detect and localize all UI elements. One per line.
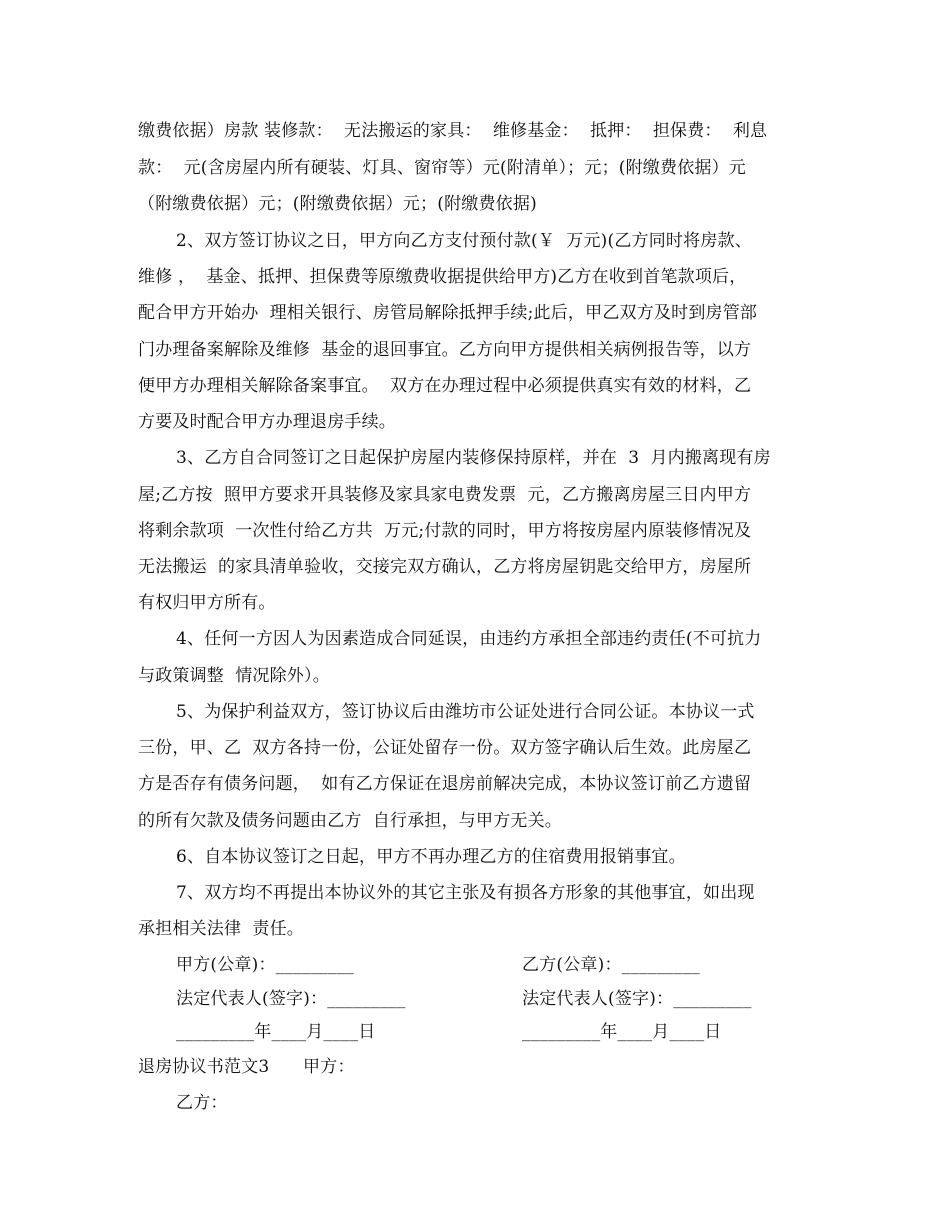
para7-line-1: 7、双方均不再提出本协议外的其它主张及有损各方形象的其他事宜，如出现 (176, 883, 755, 903)
para2-line-5: 便甲方办理相关解除备案事宜。 双方在办理过程中必须提供真实有效的材料，乙 (138, 376, 752, 396)
next-section-party-b: 乙方： (176, 1093, 228, 1113)
party-a-representative: 法定代表人(签字)：_________ (176, 989, 406, 1009)
para5-line-2: 三份，甲、乙 双方各持一份，公证处留存一份。双方签字确认后生效。此房屋乙 (138, 738, 752, 758)
para3-line-2: 屋;乙方按 照甲方要求开具装修及家具家电费发票 元，乙方搬离房屋三日内甲方 (138, 485, 752, 505)
para3-line-5: 有权归甲方所有。 (138, 593, 276, 613)
para2-line-1: 2、双方签订协议之日，甲方向乙方支付预付款(￥ 万元)(乙方同时将房款、 (176, 231, 752, 251)
next-section-title: 退房协议书范文3 甲方： (138, 1057, 355, 1077)
para5-line-3: 方是否存有债务问题， 如有乙方保证在退房前解决完成，本协议签订前乙方遗留 (138, 774, 752, 794)
para4-line-1: 4、任何一方因人为因素造成合同延误，由违约方承担全部违约责任(不可抗力 (176, 629, 762, 649)
party-a-seal: 甲方(公章)：_________ (176, 955, 354, 975)
para2-line-2: 维修 ， 基金、抵押、担保费等原缴费收据提供给甲方)乙方在收到首笔款项后， (138, 267, 747, 287)
para3-line-3: 将剩余款项 一次性付给乙方共 万元;付款的同时，甲方将按房屋内原装修情况及 (138, 521, 752, 541)
para5-line-4: 的所有欠款及债务问题由乙方 自行承担，与甲方无关。 (138, 811, 563, 831)
para2-line-6: 方要及时配合甲方办理退房手续。 (138, 412, 396, 432)
para3-line-1: 3、乙方自合同签订之日起保护房屋内装修保持原样，并在 3 月内搬离现有房 (176, 448, 771, 468)
para1-line-3: （附缴费依据）元；(附缴费依据）元；(附缴费依据) (138, 194, 537, 214)
party-b-date: _________年____月____日 (522, 1022, 722, 1042)
para2-line-3: 配合甲方开始办 理相关银行、房管局解除抵押手续;此后，甲乙双方及时到房管部 (138, 303, 758, 323)
para2-line-4: 门办理备案解除及维修 基金的退回事宜。乙方向甲方提供相关病例报告等，以方 (138, 340, 752, 360)
para1-line-2: 款： 元(含房屋内所有硬装、灯具、窗帘等）元(附清单）；元；(附缴费依据）元 (138, 158, 747, 178)
party-b-seal: 乙方(公章)：_________ (522, 955, 700, 975)
party-a-date: _________年____月____日 (176, 1022, 376, 1042)
party-b-representative: 法定代表人(签字)：_________ (522, 989, 752, 1009)
para7-line-2: 承担相关法律 责任。 (138, 919, 305, 939)
para6-line-1: 6、自本协议签订之日起，甲方不再办理乙方的住宿费用报销事宜。 (176, 847, 686, 867)
para5-line-1: 5、为保护利益双方，签订协议后由潍坊市公证处进行合同公证。本协议一式 (176, 702, 755, 722)
para1-line-1: 缴费依据）房款 装修款： 无法搬运的家具： 维修基金： 抵押： 担保费： 利息 (138, 121, 768, 141)
para4-line-2: 与政策调整 情况除外）。 (138, 666, 330, 686)
para3-line-4: 无法搬运 的家具清单验收，交接完双方确认，乙方将房屋钥匙交给甲方，房屋所 (138, 557, 752, 577)
